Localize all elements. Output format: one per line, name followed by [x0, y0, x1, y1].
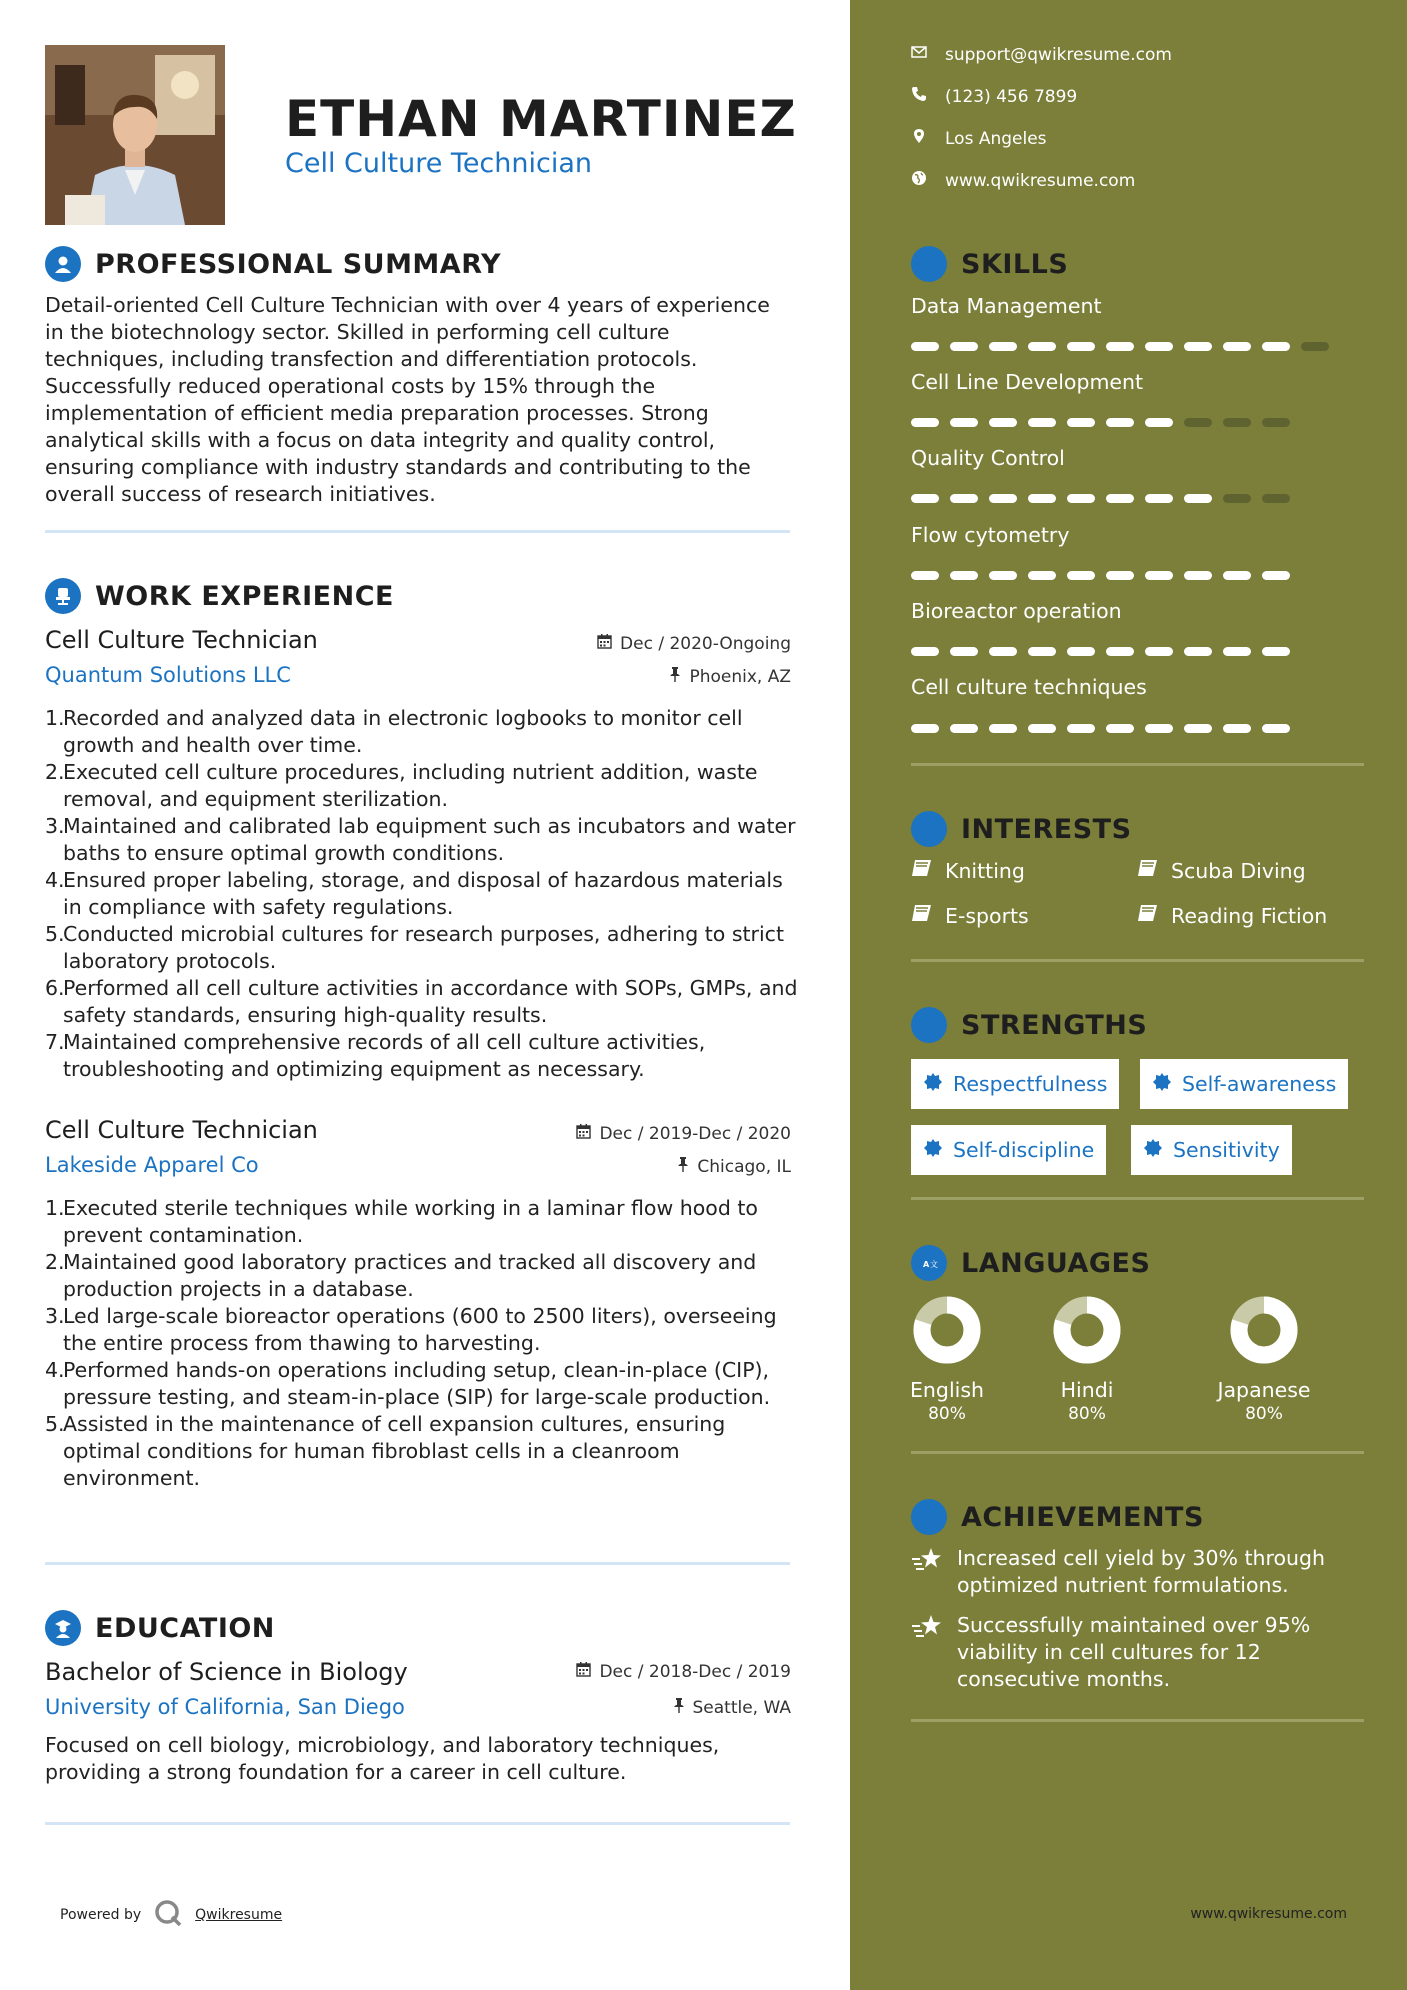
profile-photo	[45, 45, 225, 225]
strength-badge: Self-discipline	[911, 1125, 1106, 1175]
book-icon	[911, 858, 933, 883]
skill-name: Cell Line Development	[911, 370, 1144, 394]
skill-segment	[989, 647, 1017, 656]
skill-segment	[1262, 647, 1290, 656]
divider	[911, 1719, 1364, 1722]
job-date: Dec / 2019-Dec / 2020	[576, 1124, 791, 1144]
skill-segment	[1067, 418, 1095, 427]
language-name: English	[909, 1378, 985, 1402]
strengths-heading	[911, 1007, 1147, 1043]
divider	[45, 1562, 790, 1565]
summary-text: Detail-oriented Cell Culture Technician with over 4 years of experience in the biotechnology sector. Skilled in performing cell culture techniques, including transfection and differentiation protocols. Successfully reduced operational costs by 15% through the implementation of efficient media preparation processes. Strong analytical skills with a focus on data integrity and quality control, ensuring compliance with industry standards and contributing to the overall success of research initiatives.	[45, 293, 770, 506]
skill-segment	[1184, 494, 1212, 503]
skill-segment	[1067, 571, 1095, 580]
star-icon	[911, 1499, 947, 1535]
skill-segment	[1145, 418, 1173, 427]
skill-segment	[1145, 571, 1173, 580]
phone-icon	[911, 86, 927, 107]
badge-icon	[923, 1072, 943, 1097]
skill-segment	[1028, 342, 1056, 351]
job-title: Cell Culture Technician	[45, 1116, 318, 1144]
skill-name: Quality Control	[911, 446, 1065, 470]
skill-bar	[911, 494, 1290, 503]
language-item	[1027, 1294, 1147, 1424]
svg-text:文: 文	[930, 1260, 938, 1269]
education-location: Seattle, WA	[673, 1698, 792, 1718]
experience-heading	[45, 578, 394, 614]
footer-site[interactable]: www.qwikresume.com	[1190, 1906, 1347, 1922]
skill-bar	[911, 418, 1290, 427]
achievements-heading	[911, 1499, 1204, 1535]
list-item: 5. Assisted in the maintenance of cell expansion cultures, ensuring optimal conditions for human fibroblast cells in a cleanroom environment.	[45, 1412, 726, 1490]
company-name: Lakeside Apparel Co	[45, 1153, 259, 1177]
skill-segment	[911, 418, 939, 427]
divider	[45, 1822, 790, 1825]
interest-item: Knitting	[911, 858, 1025, 883]
skill-segment	[1028, 418, 1056, 427]
candidate-name: ETHAN MARTINEZ	[285, 90, 797, 148]
skills-title: SKILLS	[961, 248, 1069, 280]
skill-segment	[950, 342, 978, 351]
pin-icon	[673, 1698, 685, 1718]
skill-segment	[1301, 342, 1329, 351]
summary-heading	[45, 246, 501, 282]
skill-segment	[1223, 418, 1251, 427]
skill-segment	[950, 647, 978, 656]
skill-name: Flow cytometry	[911, 523, 1070, 547]
skill-segment	[1145, 342, 1173, 351]
skill-segment	[1262, 724, 1290, 733]
skill-segment	[1106, 418, 1134, 427]
shooting-star-icon	[911, 1545, 947, 1599]
language-item	[887, 1294, 1007, 1424]
interests-title: INTERESTS	[961, 813, 1132, 845]
paper-plane-icon	[911, 811, 947, 847]
contact-email[interactable]: support@qwikresume.com	[911, 44, 1172, 65]
pin-icon	[677, 1157, 689, 1177]
education-date: Dec / 2018-Dec / 2019	[576, 1662, 791, 1682]
skill-segment	[950, 494, 978, 503]
divider	[911, 1197, 1364, 1200]
footer-powered-by: Powered by Qwikresume	[60, 1898, 282, 1932]
divider	[911, 1451, 1364, 1454]
list-item: 2. Maintained good laboratory practices and tracked all discovery and production projects in a database.	[45, 1250, 757, 1301]
list-item: 3. Maintained and calibrated lab equipment such as incubators and water baths to ensure optimal growth conditions.	[45, 814, 796, 865]
skills-heading	[911, 246, 1068, 282]
skill-segment	[1223, 494, 1251, 503]
skill-segment	[1028, 571, 1056, 580]
list-item: 3. Led large-scale bioreactor operations (600 to 2500 liters), overseeing the entire process from thawing to harvesting.	[45, 1304, 777, 1355]
strengths-title: STRENGTHS	[961, 1009, 1148, 1041]
book-icon	[1137, 903, 1159, 928]
calendar-icon	[576, 1662, 591, 1682]
divider	[45, 530, 790, 533]
skill-segment	[911, 647, 939, 656]
badge-icon	[923, 1138, 943, 1163]
strength-badge: Self-awareness	[1140, 1059, 1348, 1109]
skill-bar	[911, 647, 1290, 656]
skill-segment	[1184, 724, 1212, 733]
graduate-icon	[45, 1610, 81, 1646]
skill-segment	[1106, 342, 1134, 351]
language-donut	[911, 1294, 983, 1366]
skill-segment	[1067, 647, 1095, 656]
skill-segment	[1028, 494, 1056, 503]
list-item: 6. Performed all cell culture activities in accordance with SOPs, GMPs, and safety standards, ensuring high-quality results.	[45, 976, 798, 1027]
strength-badge: Respectfulness	[911, 1059, 1119, 1109]
skill-segment	[1067, 342, 1095, 351]
job-bullets	[45, 1195, 800, 1492]
divider	[911, 959, 1364, 962]
book-icon	[1137, 858, 1159, 883]
language-name: Japanese	[1217, 1378, 1311, 1402]
badge-icon	[1143, 1138, 1163, 1163]
calendar-icon	[576, 1124, 591, 1144]
degree: Bachelor of Science in Biology	[45, 1658, 408, 1686]
list-item: 7. Maintained comprehensive records of all cell culture activities, troubleshooting and optimizing equipment as necessary.	[45, 1030, 706, 1081]
skill-segment	[989, 342, 1017, 351]
skill-segment	[1262, 571, 1290, 580]
education-heading	[45, 1610, 275, 1646]
skill-segment	[989, 494, 1017, 503]
skill-segment	[1184, 647, 1212, 656]
skill-segment	[1262, 494, 1290, 503]
education-title: EDUCATION	[95, 1612, 275, 1644]
job-title: Cell Culture Technician	[45, 626, 318, 654]
globe-icon	[911, 170, 927, 191]
qwikresume-logo-icon	[153, 1898, 183, 1932]
language-percent: 80%	[928, 1404, 966, 1424]
skill-segment	[1184, 571, 1212, 580]
chair-icon	[45, 578, 81, 614]
interests-heading	[911, 811, 1132, 847]
skill-segment	[1262, 342, 1290, 351]
languages-heading	[911, 1245, 1150, 1281]
contact-phone[interactable]: (123) 456 7899	[911, 86, 1077, 107]
candidate-title: Cell Culture Technician	[285, 148, 593, 179]
strength-badge: Sensitivity	[1131, 1125, 1292, 1175]
skill-segment	[1262, 418, 1290, 427]
calendar-icon	[597, 634, 612, 654]
achievements-title: ACHIEVEMENTS	[961, 1501, 1204, 1533]
envelope-icon	[911, 44, 927, 65]
list-item: 5. Conducted microbial cultures for research purposes, adhering to strict laboratory protocols.	[45, 922, 784, 973]
skill-name: Bioreactor operation	[911, 599, 1122, 623]
contact-location: Los Angeles	[911, 128, 1047, 149]
job-bullets	[45, 705, 800, 1083]
skill-segment	[1184, 342, 1212, 351]
skill-segment	[911, 494, 939, 503]
badge-icon	[1152, 1072, 1172, 1097]
skill-segment	[989, 724, 1017, 733]
skill-segment	[911, 571, 939, 580]
skill-bar	[911, 724, 1290, 733]
lightbulb-icon	[911, 246, 947, 282]
list-item: 4. Performed hands-on operations including setup, clean-in-place (CIP), pressure testing, and steam-in-place (SIP) for large-scale production.	[45, 1358, 771, 1409]
education-text: Focused on cell biology, microbiology, and laboratory techniques, providing a strong foundation for a career in cell culture.	[45, 1733, 720, 1784]
skill-segment	[1106, 724, 1134, 733]
skill-segment	[1106, 647, 1134, 656]
skill-segment	[1223, 571, 1251, 580]
skill-bar	[911, 342, 1329, 351]
book-icon	[911, 903, 933, 928]
user-icon	[45, 246, 81, 282]
skill-segment	[989, 571, 1017, 580]
job-location: Chicago, IL	[677, 1157, 791, 1177]
divider	[911, 763, 1364, 766]
translate-icon	[911, 1245, 947, 1281]
fist-icon	[911, 1007, 947, 1043]
list-item: 1. Recorded and analyzed data in electronic logbooks to monitor cell growth and health over time.	[45, 706, 743, 757]
interest-item: Reading Fiction	[1137, 903, 1327, 928]
achievement-item: Increased cell yield by 30% through optimized nutrient formulations.	[911, 1545, 1331, 1599]
language-item	[1204, 1294, 1324, 1424]
skill-segment	[1028, 647, 1056, 656]
skill-segment	[1223, 342, 1251, 351]
skill-segment	[1106, 494, 1134, 503]
list-item: 2. Executed cell culture procedures, including nutrient addition, waste removal, and equipment sterilization.	[45, 760, 758, 811]
skill-bar	[911, 571, 1290, 580]
language-percent: 80%	[1245, 1404, 1283, 1424]
language-percent: 80%	[1068, 1404, 1106, 1424]
skill-segment	[1223, 724, 1251, 733]
skill-segment	[950, 418, 978, 427]
achievement-item: Successfully maintained over 95% viability in cell cultures for 12 consecutive months.	[911, 1612, 1331, 1693]
skill-segment	[1028, 724, 1056, 733]
language-name: Hindi	[1060, 1378, 1114, 1402]
list-item: 4. Ensured proper labeling, storage, and disposal of hazardous materials in compliance with safety regulations.	[45, 868, 783, 919]
skill-segment	[1184, 418, 1212, 427]
interest-item: Scuba Diving	[1137, 858, 1306, 883]
skill-segment	[989, 418, 1017, 427]
skill-segment	[911, 724, 939, 733]
job-date: Dec / 2020-Ongoing	[597, 634, 791, 654]
skill-segment	[1067, 494, 1095, 503]
skill-segment	[1106, 571, 1134, 580]
skill-segment	[1145, 494, 1173, 503]
languages-title: LANGUAGES	[961, 1247, 1151, 1279]
skill-segment	[1067, 724, 1095, 733]
shooting-star-icon	[911, 1612, 947, 1693]
skill-segment	[911, 342, 939, 351]
interest-item: E-sports	[911, 903, 1029, 928]
skill-segment	[1223, 647, 1251, 656]
list-item: 1. Executed sterile techniques while working in a laminar flow hood to prevent contamination.	[45, 1196, 758, 1247]
skill-segment	[950, 571, 978, 580]
summary-title: PROFESSIONAL SUMMARY	[95, 248, 502, 280]
job-location: Phoenix, AZ	[669, 667, 791, 687]
experience-title: WORK EXPERIENCE	[95, 580, 394, 612]
skill-segment	[950, 724, 978, 733]
language-donut	[1228, 1294, 1300, 1366]
skill-name: Cell culture techniques	[911, 675, 1147, 699]
map-pin-icon	[911, 128, 927, 149]
qwikresume-link[interactable]: Qwikresume	[195, 1907, 283, 1923]
pin-icon	[669, 667, 681, 687]
company-name: Quantum Solutions LLC	[45, 663, 291, 687]
skill-name: Data Management	[911, 294, 1102, 318]
skill-segment	[1145, 724, 1173, 733]
contact-website[interactable]: www.qwikresume.com	[911, 170, 1135, 191]
school-name: University of California, San Diego	[45, 1695, 405, 1719]
skill-segment	[1145, 647, 1173, 656]
language-donut	[1051, 1294, 1123, 1366]
svg-text:A: A	[923, 1260, 930, 1269]
